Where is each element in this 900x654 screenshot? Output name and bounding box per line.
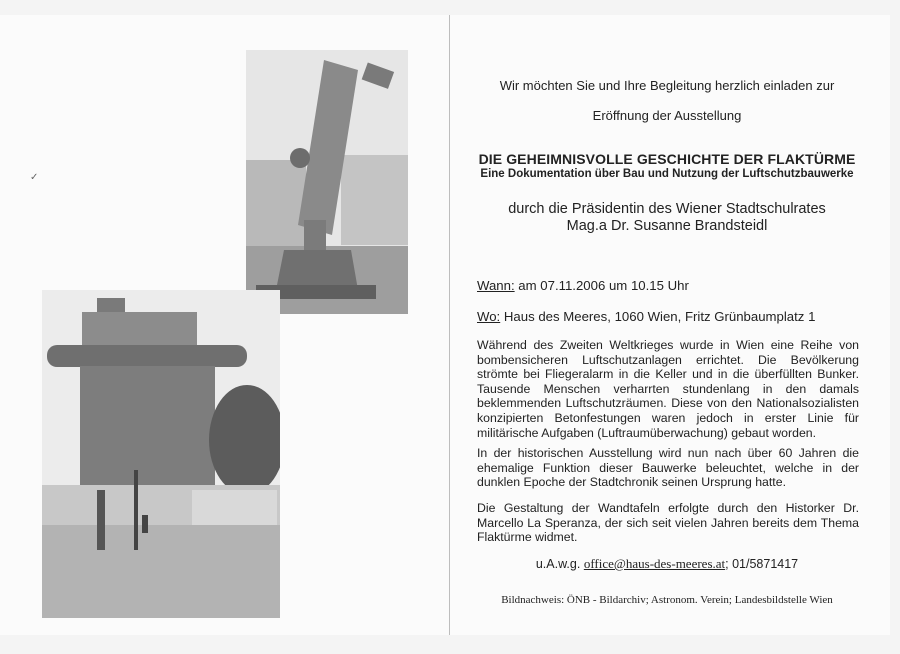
image-credits: Bildnachweis: ÖNB - Bildarchiv; Astronom. Verein; Landesbildstelle Wien	[501, 594, 833, 606]
opening-line: Eröffnung der Ausstellung	[592, 108, 742, 123]
when-row	[477, 278, 689, 293]
when-value: am 07.11.2006 um 10.15 Uhr	[518, 278, 689, 293]
paragraph-exhibition: In der historischen Ausstellung wird nun nach über 60 Jahren die ehemalige Funktion dieser Bauwerke beleuchtet, welche in der dunklen Epoche der Stadtchronik seinen Ursprung hatte.	[477, 446, 859, 490]
exhibition-subtitle: Eine Dokumentation über Bau und Nutzung der Luftschutzbauwerke	[480, 168, 854, 180]
where-label: Wo:	[477, 309, 501, 324]
page-fold	[449, 15, 450, 635]
invitation-line: Wir möchten Sie und Ihre Begleitung herzlich einladen zur	[499, 78, 835, 93]
email-link[interactable]: office@haus-des-meeres.at	[583, 556, 726, 571]
paragraph-design: Die Gestaltung der Wandtafeln erfolgte durch den Historker Dr. Marcello La Speranza, der sich seit vielen Jahren bereits dem Thema Flaktürme widmet.	[477, 501, 859, 545]
contact-line	[462, 556, 872, 572]
stray-mark: ✓	[30, 172, 39, 183]
rsvp-label: u.A.w.g.	[535, 557, 581, 571]
exhibition-title: DIE GEHEIMNISVOLLE GESCHICHTE DER FLAKTÜRME	[478, 151, 856, 167]
presenter	[462, 201, 872, 235]
where-row	[477, 309, 815, 324]
where-value: Haus des Meeres, 1060 Wien, Fritz Grünbaumplatz 1	[503, 309, 816, 324]
presenter-line-2: Mag.a Dr. Susanne Brandsteidl	[566, 218, 768, 234]
paragraph-history: Während des Zweiten Weltkrieges wurde in Wien eine Reihe von bombensicheren Luftschutzanlagen errichtet. Die Bevölkerung strömte bei Fliegeralarm in die Keller und in die überfüllten Bunker. Tausende Menschen verharrten stundenlang in den damals beklemmenden Luftschutzräumen. Diese von den Nationalsozialisten konzipierten Betonfestungen waren jedoch in erster Linie für militärische Aufgaben (Luftraumüberwachung) gebaut worden.	[477, 338, 859, 440]
flak-tower-photo	[42, 290, 280, 618]
when-label: Wann:	[477, 278, 515, 293]
phone-number: ; 01/5871417	[725, 557, 799, 571]
telescope-photo	[246, 50, 408, 314]
presenter-line-1: durch die Präsidentin des Wiener Stadtschulrates	[508, 201, 826, 217]
